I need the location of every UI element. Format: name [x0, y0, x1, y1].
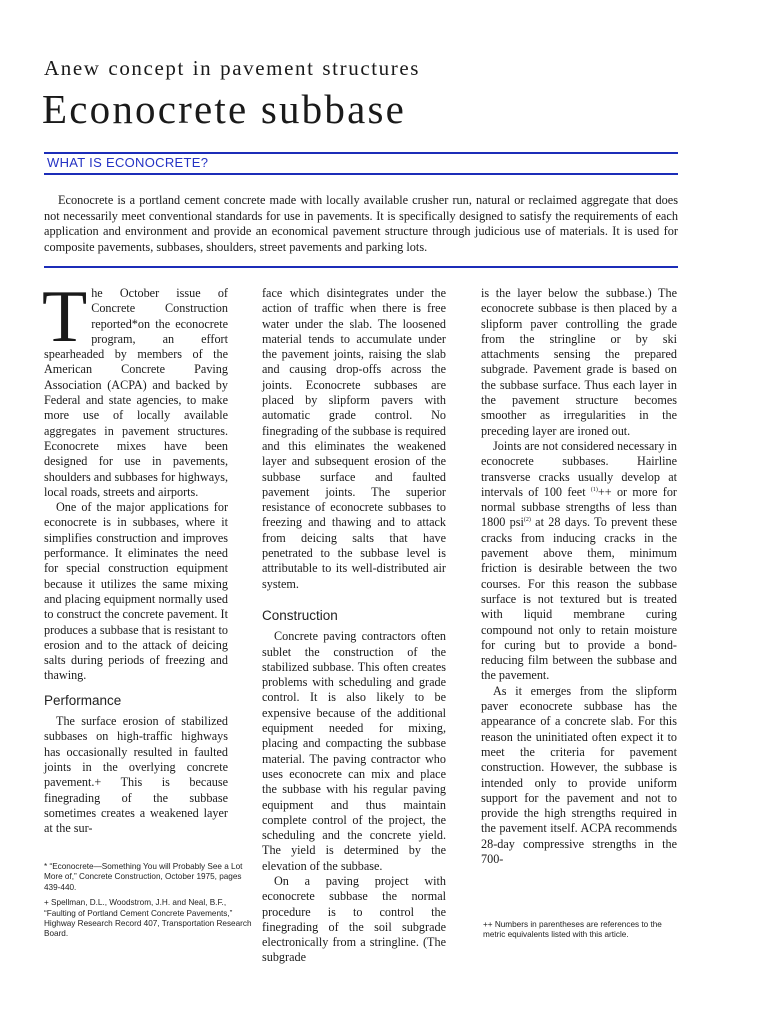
- column3-paragraph-2-part-a: Joints are not considered necessary in econocrete subbases. Hairline transverse cracks usually develop at intervals of 100 feet: [481, 438, 677, 499]
- column-3: [481, 286, 677, 867]
- column1-paragraph-1: he October issue of Concrete Construction reported*on the econocrete program, an effort spearheaded by members of the American Concrete Paving Association (ACPA) and backed by Federal and state agencies, to make more use of locally available aggregates in pavement structures. Econocrete mixes have been designed for use in pavements, shoulders and subbases for highways, local roads, streets and airports.: [44, 286, 228, 499]
- column3-paragraph-2-part-b: ++ or more for normal subbase strengths of less than 1800 psi: [481, 484, 677, 530]
- intro-paragraph: Econocrete is a portland cement concrete made with locally available crusher run, natural or reclaimed aggregate that does not necessarily meet conventional standards for use in pavements. It is specifically designed to satisfy the requirements of each application and environment and provide an economical pavement structure through judicious use of materials. It is used for composite pavements, subbases, shoulders, street pavements and parking lots.: [44, 193, 678, 254]
- footnote-3: ++ Numbers in parentheses are references to the metric equivalents listed with this article.: [483, 920, 662, 940]
- top-divider: [44, 152, 678, 154]
- column3-paragraph-2: [481, 439, 677, 684]
- body-divider: [44, 266, 678, 268]
- column1-paragraph-2: One of the major applications for econocrete is in subbases, where it simplifies construction and improves performance. It eliminates the need for special construction equipment because it utilizes the same mixing and placing equipment normally used to construct the concrete pavement. It produces a subbase that is resistant to erosion and to the attack of deicing salts during periods of freezing and thawing.: [44, 500, 228, 683]
- column3-paragraph-2-part-c: at 28 days. To prevent these cracks from inducing cracks in the pavement above them, minimum friction is desirable between the two courses. For this reason the subbase surface is not textured but is treated with liquid membrane curing compound not only to retain moisture for curing but to provide a bond-reducing film between the subbase and the pavement.: [481, 515, 677, 683]
- column-1: [42, 276, 228, 836]
- heading-construction: Construction: [262, 607, 338, 623]
- heading-performance: Performance: [44, 692, 122, 708]
- column-2: [262, 286, 446, 966]
- footnote-1: * “Econocrete—Something You will Probably See a Lot More of,” Concrete Construction, October 1975, pages 439-440.: [44, 862, 243, 892]
- column2-paragraph-2: Concrete paving contractors often sublet the construction of the stabilized subbase. This often creates problems with scheduling and grade control. It is also likely to be expensive because of the additional equipment needed for mixing, placing and compacting the subbase material. The paving contractor who uses econocrete can mix and place the subbase with his regular paving equipment and thus maintain complete control of the project, the scheduling and the concrete yield. The yield is determined by the elevation of the subbase.: [262, 629, 446, 873]
- article-kicker: Anew concept in pavement structures: [44, 56, 421, 80]
- column1-paragraph-3: The surface erosion of stabilized subbases on high-traffic highways has occasionally resulted in faulted joints in the overlying concrete pavement.+ This is because finegrading of the subbase sometimes creates a weakened layer at the sur-: [44, 714, 228, 836]
- footnote-2: + Spellman, D.L., Woodstrom, J.H. and Neal, B.F., “Faulting of Portland Cement Concrete Pavements,” Highway Research Record 407, Transportation Research Board.: [44, 898, 252, 939]
- drop-cap: T: [42, 276, 88, 358]
- section-underline: [44, 173, 678, 175]
- footnotes: [44, 862, 254, 945]
- column2-paragraph-1: face which disintegrates under the action of traffic when there is free water under the slab. The loosened material tends to accumulate under the pavement joints, raising the slab and causing drop-offs across the joints. Econocrete subbases are placed by slipform pavers with automatic grade control. No finegrading of the subbase is required and this eliminates the weakened layer and subsequent erosion of the subbase surface and faulted pavement joints. The superior resistance of econocrete subbases to freezing and thawing and to attack from deicing salts that have penetrated to the subbase level is attributable to its well-distributed air system.: [262, 286, 446, 591]
- metric-ref-1: (1): [590, 486, 598, 493]
- section-heading: WHAT IS ECONOCRETE?: [47, 155, 209, 170]
- column2-paragraph-3: On a paving project with econocrete subbase the normal procedure is to control the finegrading of the soil subgrade electronically from a stringline. (The subgrade: [262, 873, 446, 965]
- column3-paragraph-3: As it emerges from the slipform paver econocrete subbase has the appearance of a concrete slab. For this reason the uninitiated often expect it to meet the criteria for pavement construction. However, the subbase is intended only to provide uniform support for the pavement and not to provide the high strengths required in the pavement itself. ACPA recommends 28-day compressive strengths in the 700-: [481, 683, 677, 866]
- metric-ref-2: (2): [523, 517, 531, 524]
- column3-paragraph-1: is the layer below the subbase.) The econocrete subbase is then placed by a slipform paver controlling the grade from the stringline or by ski attachments sensing the prepared subgrade. Pavement grade is based on the subbase surface. Thus each layer in the pavement structure becomes smoother as irregularities in the preceding layer are ironed out.: [481, 286, 677, 438]
- article-title: Econocrete subbase: [42, 86, 407, 132]
